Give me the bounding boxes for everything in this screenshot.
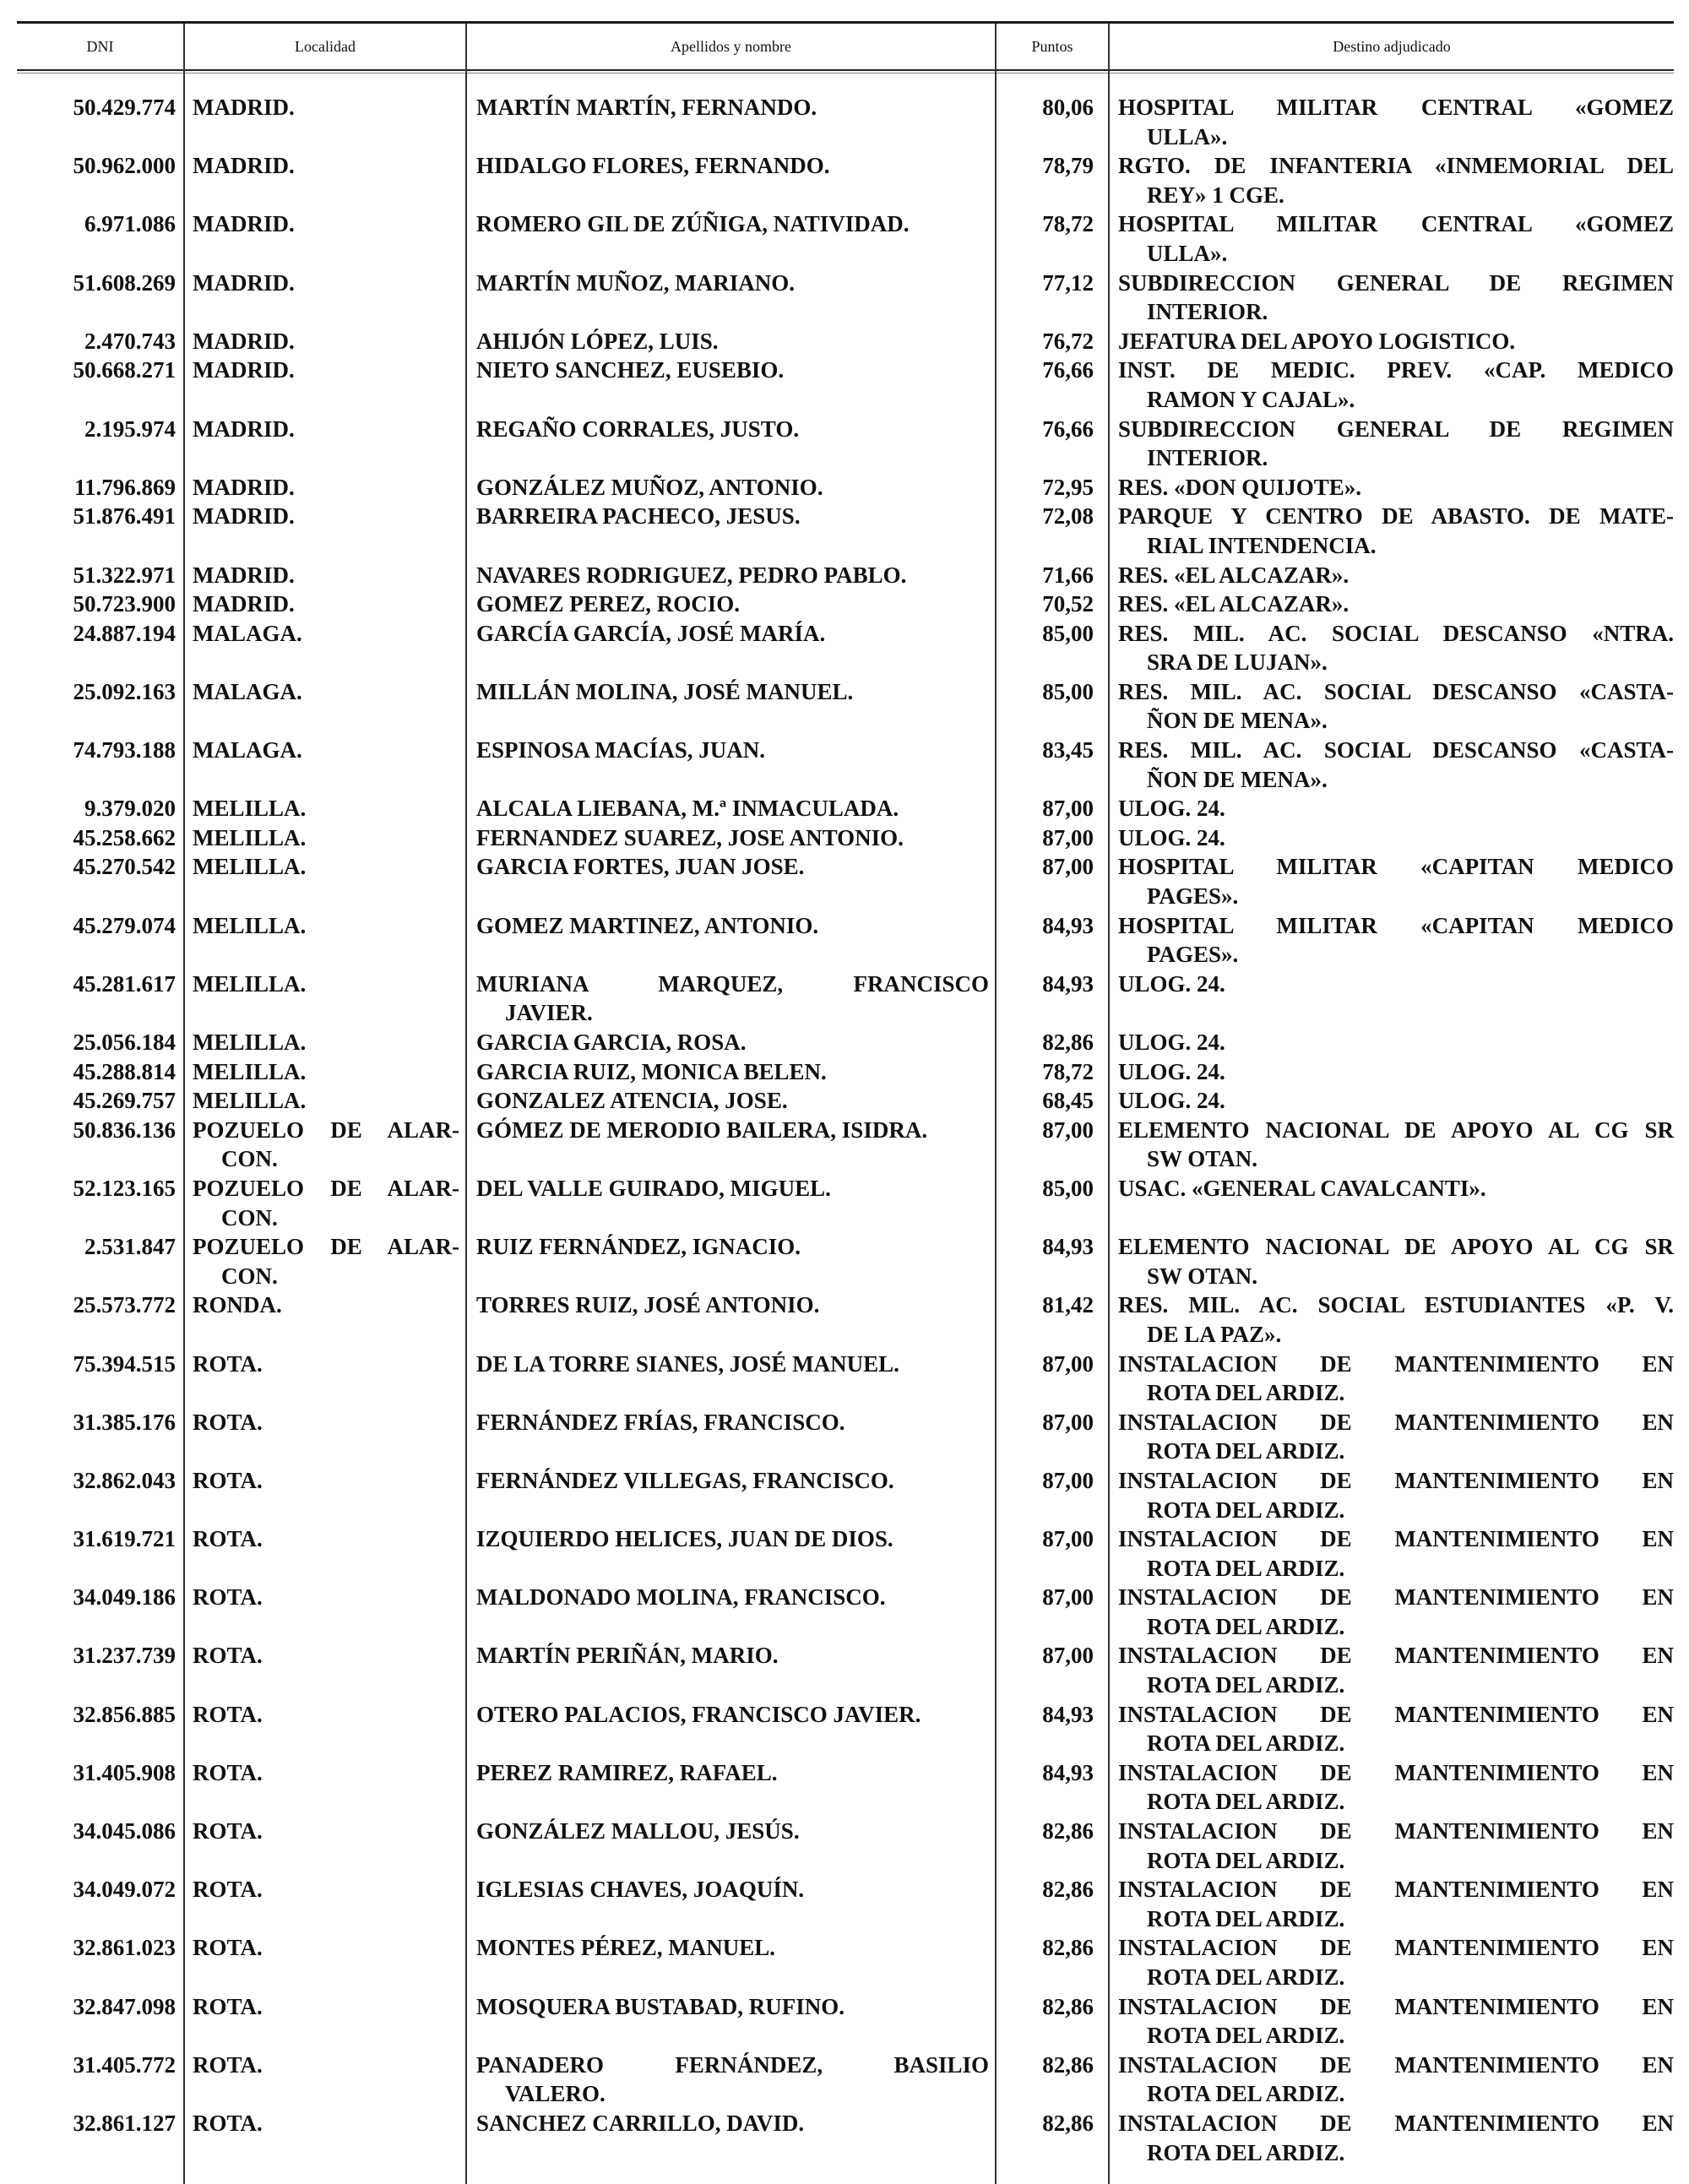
destino-cell: HOSPITAL MILITAR «CAPITAN MEDICO PAGES». xyxy=(1118,912,1674,968)
puntos-cell: 85,00 xyxy=(1042,1175,1094,1201)
localidad-cell: POZUELO DE ALAR- CON. xyxy=(193,1116,459,1172)
localidad-cell: ROTA. xyxy=(193,1409,263,1435)
destino-cell: INSTALACION DE MANTENIMIENTO EN ROTA DEL ARDIZ. xyxy=(1118,1350,1674,1406)
table-row xyxy=(0,1466,1689,1524)
puntos-cell: 87,00 xyxy=(1042,1584,1094,1611)
localidad-cell: ROTA. xyxy=(193,1935,263,1961)
localidad-cell: MELILLA. xyxy=(193,1030,307,1055)
destino-cell: INSTALACION DE MANTENIMIENTO EN ROTA DEL ARDIZ. xyxy=(1118,1818,1674,1873)
puntos-cell: 72,08 xyxy=(1042,503,1094,530)
destino-cell: ULOG. 24. xyxy=(1118,796,1225,822)
table-row xyxy=(0,589,1689,619)
localidad-cell: MADRID. xyxy=(193,269,295,296)
puntos-cell: 78,72 xyxy=(1042,211,1094,237)
localidad-cell: MELILLA. xyxy=(193,912,307,938)
nombre-cell: FERNÁNDEZ VILLEGAS, FRANCISCO. xyxy=(476,1467,894,1493)
nombre-cell: FERNANDEZ SUAREZ, JOSE ANTONIO. xyxy=(476,824,904,850)
table-row xyxy=(0,561,1689,590)
nombre-cell: SANCHEZ CARRILLO, DAVID. xyxy=(476,2110,805,2136)
nombre-cell: RUIZ FERNÁNDEZ, IGNACIO. xyxy=(476,1234,801,1260)
localidad-cell: MALAGA. xyxy=(193,737,302,763)
table-row xyxy=(0,269,1689,327)
dni-cell: 75.394.515 xyxy=(73,1350,176,1377)
nombre-cell: MURIANA MARQUEZ, FRANCISCO JAVIER. xyxy=(476,970,989,1026)
dni-cell: 50.429.774 xyxy=(73,95,176,120)
dni-cell: 32.847.098 xyxy=(73,1993,176,2019)
localidad-cell: MALAGA. xyxy=(193,678,302,704)
table-row xyxy=(0,1583,1689,1641)
puntos-cell: 82,86 xyxy=(1042,1877,1094,1903)
destino-cell: ULOG. 24. xyxy=(1118,1058,1225,1084)
table-row xyxy=(0,1116,1689,1174)
localidad-cell: MADRID. xyxy=(193,503,295,530)
destino-cell: RES. MIL. AC. SOCIAL ESTUDIANTES «P. V. DE LA PAZ». xyxy=(1118,1292,1674,1347)
localidad-cell: MELILLA. xyxy=(193,1058,307,1084)
nombre-cell: MONTES PÉREZ, MANUEL. xyxy=(476,1935,776,1961)
localidad-cell: ROTA. xyxy=(193,1701,263,1727)
puntos-cell: 84,93 xyxy=(1042,1759,1094,1785)
puntos-cell: 82,86 xyxy=(1042,1030,1094,1055)
localidad-cell: RONDA. xyxy=(193,1292,282,1318)
puntos-cell: 70,52 xyxy=(1042,591,1094,617)
dni-cell: 50.836.136 xyxy=(73,1116,176,1143)
header-dni: DNI xyxy=(86,38,114,55)
dni-cell: 50.723.900 xyxy=(73,591,176,617)
localidad-cell: MADRID. xyxy=(193,591,295,617)
nombre-cell: IZQUIERDO HELICES, JUAN DE DIOS. xyxy=(476,1526,893,1552)
dni-cell: 32.862.043 xyxy=(73,1467,176,1493)
table-row xyxy=(0,619,1689,677)
localidad-cell: MADRID. xyxy=(193,357,295,383)
puntos-cell: 82,86 xyxy=(1042,2110,1094,2136)
destino-cell: JEFATURA DEL APOYO LOGISTICO. xyxy=(1118,328,1516,354)
dni-cell: 31.405.772 xyxy=(73,2051,176,2078)
table-row xyxy=(0,1057,1689,1087)
localidad-cell: ROTA. xyxy=(193,1643,263,1669)
nombre-cell: DEL VALLE GUIRADO, MIGUEL. xyxy=(476,1175,831,1201)
table-row xyxy=(0,356,1689,414)
puntos-cell: 87,00 xyxy=(1042,824,1094,850)
localidad-cell: ROTA. xyxy=(193,1818,263,1844)
nombre-cell: TORRES RUIZ, JOSÉ ANTONIO. xyxy=(476,1292,820,1318)
nombre-cell: ESPINOSA MACÍAS, JUAN. xyxy=(476,737,766,763)
table-row xyxy=(0,415,1689,473)
table-row xyxy=(0,1817,1689,1875)
table-row xyxy=(0,1232,1689,1290)
destino-cell: ULOG. 24. xyxy=(1118,1088,1225,1114)
destino-cell: INSTALACION DE MANTENIMIENTO EN ROTA DEL ARDIZ. xyxy=(1118,1877,1674,1931)
dni-cell: 25.573.772 xyxy=(73,1292,176,1318)
puntos-cell: 68,45 xyxy=(1042,1088,1094,1114)
puntos-cell: 80,06 xyxy=(1042,95,1094,120)
dni-cell: 34.045.086 xyxy=(73,1818,176,1844)
table-row xyxy=(0,794,1689,823)
destino-cell: INSTALACION DE MANTENIMIENTO EN ROTA DEL ARDIZ. xyxy=(1118,1759,1674,1815)
localidad-cell: MADRID. xyxy=(193,211,295,237)
dni-cell: 2.195.974 xyxy=(84,416,176,442)
destino-cell: INSTALACION DE MANTENIMIENTO EN ROTA DEL ARDIZ. xyxy=(1118,1935,1674,1990)
table-row xyxy=(0,1174,1689,1232)
dni-cell: 2.470.743 xyxy=(84,328,176,354)
table-row xyxy=(0,151,1689,209)
puntos-cell: 82,86 xyxy=(1042,1935,1094,1961)
nombre-cell: NIETO SANCHEZ, EUSEBIO. xyxy=(476,357,785,383)
dni-cell: 45.258.662 xyxy=(73,824,176,850)
table-row xyxy=(0,1028,1689,1057)
table-row xyxy=(0,1933,1689,1991)
destino-cell: RGTO. DE INFANTERIA «INMEMORIAL DEL REY» 1 CGE. xyxy=(1118,153,1674,208)
nombre-cell: OTERO PALACIOS, FRANCISCO JAVIER. xyxy=(476,1701,921,1727)
dni-cell: 25.092.163 xyxy=(73,678,176,704)
dni-cell: 31.237.739 xyxy=(73,1643,176,1669)
localidad-cell: MADRID. xyxy=(193,562,295,588)
nombre-cell: ROMERO GIL DE ZÚÑIGA, NATIVIDAD. xyxy=(476,211,910,237)
table-row xyxy=(0,93,1689,151)
puntos-cell: 82,86 xyxy=(1042,1818,1094,1844)
dni-cell: 34.049.186 xyxy=(73,1584,176,1611)
destino-cell: INSTALACION DE MANTENIMIENTO EN ROTA DEL ARDIZ. xyxy=(1118,2110,1674,2165)
header-destino: Destino adjudicado xyxy=(1333,38,1451,55)
nombre-cell: PANADERO FERNÁNDEZ, BASILIO VALERO. xyxy=(476,2051,989,2107)
destino-cell: RES. MIL. AC. SOCIAL DESCANSO «CASTA- ÑON DE MENA». xyxy=(1118,678,1674,734)
localidad-cell: MELILLA. xyxy=(193,854,307,880)
localidad-cell: ROTA. xyxy=(193,1584,263,1611)
localidad-cell: ROTA. xyxy=(193,1350,263,1377)
dni-cell: 32.861.023 xyxy=(73,1935,176,1961)
dni-cell: 74.793.188 xyxy=(73,737,176,763)
table-row xyxy=(0,1700,1689,1758)
destino-cell: ULOG. 24. xyxy=(1118,824,1225,850)
destino-cell: INSTALACION DE MANTENIMIENTO EN ROTA DEL ARDIZ. xyxy=(1118,1993,1674,2049)
localidad-cell: MELILLA. xyxy=(193,796,307,822)
puntos-cell: 78,79 xyxy=(1042,153,1094,179)
localidad-cell: ROTA. xyxy=(193,1877,263,1903)
dni-cell: 31.405.908 xyxy=(73,1759,176,1785)
dni-cell: 45.269.757 xyxy=(73,1088,176,1114)
localidad-cell: ROTA. xyxy=(193,1467,263,1493)
destino-cell: SUBDIRECCION GENERAL DE REGIMEN INTERIOR. xyxy=(1118,416,1674,471)
table-row xyxy=(0,736,1689,794)
destino-cell: SUBDIRECCION GENERAL DE REGIMEN INTERIOR. xyxy=(1118,269,1674,325)
table-row xyxy=(0,2109,1689,2167)
destino-cell: INST. DE MEDIC. PREV. «CAP. MEDICO RAMON Y CAJAL». xyxy=(1118,357,1674,412)
puntos-cell: 87,00 xyxy=(1042,796,1094,822)
localidad-cell: MALAGA. xyxy=(193,620,302,646)
puntos-cell: 87,00 xyxy=(1042,1409,1094,1435)
localidad-cell: MADRID. xyxy=(193,153,295,179)
puntos-cell: 78,72 xyxy=(1042,1058,1094,1084)
destino-cell: INSTALACION DE MANTENIMIENTO EN ROTA DEL ARDIZ. xyxy=(1118,1409,1674,1464)
table-row xyxy=(0,677,1689,736)
table-row xyxy=(0,823,1689,853)
destino-cell: RES. «EL ALCAZAR». xyxy=(1118,562,1350,588)
destino-cell: RES. «DON QUIJOTE». xyxy=(1118,474,1362,500)
puntos-cell: 81,42 xyxy=(1042,1292,1094,1318)
destino-cell: PARQUE Y CENTRO DE ABASTO. DE MATE- RIAL INTENDENCIA. xyxy=(1118,503,1674,558)
dni-cell: 50.668.271 xyxy=(73,357,176,383)
dni-cell: 45.288.814 xyxy=(73,1058,176,1084)
localidad-cell: MELILLA. xyxy=(193,970,307,997)
table-row xyxy=(0,970,1689,1028)
localidad-cell: MADRID. xyxy=(193,328,295,354)
dni-cell: 32.856.885 xyxy=(73,1701,176,1727)
dni-cell: 31.619.721 xyxy=(73,1526,176,1552)
localidad-cell: ROTA. xyxy=(193,2110,263,2136)
dni-cell: 32.861.127 xyxy=(73,2110,176,2136)
localidad-cell: MADRID. xyxy=(193,95,295,120)
nombre-cell: GOMEZ PEREZ, ROCIO. xyxy=(476,591,741,617)
localidad-cell: ROTA. xyxy=(193,1759,263,1785)
dni-cell: 45.279.074 xyxy=(73,912,176,938)
dni-cell: 2.531.847 xyxy=(84,1234,176,1260)
table-row xyxy=(0,1086,1689,1116)
puntos-cell: 87,00 xyxy=(1042,1643,1094,1669)
destino-cell: RES. «EL ALCAZAR». xyxy=(1118,591,1350,617)
localidad-cell: POZUELO DE ALAR- CON. xyxy=(193,1234,459,1289)
nombre-cell: GÓMEZ DE MERODIO BAILERA, ISIDRA. xyxy=(476,1116,928,1143)
destino-cell: ELEMENTO NACIONAL DE APOYO AL CG SR SW OTAN. xyxy=(1118,1116,1674,1172)
nombre-cell: NAVARES RODRIGUEZ, PEDRO PABLO. xyxy=(476,562,907,588)
nombre-cell: BARREIRA PACHECO, JESUS. xyxy=(476,503,801,530)
localidad-cell: MADRID. xyxy=(193,416,295,442)
puntos-cell: 87,00 xyxy=(1042,1467,1094,1493)
table-row xyxy=(0,209,1689,268)
destino-cell: HOSPITAL MILITAR «CAPITAN MEDICO PAGES». xyxy=(1118,854,1674,910)
table-row xyxy=(0,1992,1689,2051)
nombre-cell: MARTÍN PERIÑÁN, MARIO. xyxy=(476,1643,779,1669)
puntos-cell: 77,12 xyxy=(1042,269,1094,296)
localidad-cell: MELILLA. xyxy=(193,824,307,850)
nombre-cell: GARCIA FORTES, JUAN JOSE. xyxy=(476,854,805,880)
destino-cell: ULOG. 24. xyxy=(1118,970,1225,997)
table-row xyxy=(0,2051,1689,2109)
dni-cell: 31.385.176 xyxy=(73,1409,176,1435)
nombre-cell: MARTÍN MARTÍN, FERNANDO. xyxy=(476,95,817,120)
nombre-cell: MALDONADO MOLINA, FRANCISCO. xyxy=(476,1584,886,1611)
destino-cell: INSTALACION DE MANTENIMIENTO EN ROTA DEL ARDIZ. xyxy=(1118,1467,1674,1523)
nombre-cell: PEREZ RAMIREZ, RAFAEL. xyxy=(476,1759,778,1785)
localidad-cell: ROTA. xyxy=(193,2051,263,2078)
nombre-cell: ALCALA LIEBANA, M.ª INMACULADA. xyxy=(476,796,899,822)
destino-cell: RES. MIL. AC. SOCIAL DESCANSO «CASTA- ÑON DE MENA». xyxy=(1118,737,1674,792)
dni-cell: 51.322.971 xyxy=(73,562,176,588)
table-row xyxy=(0,1408,1689,1466)
header-bottom-rule xyxy=(17,69,1674,71)
dni-cell: 45.270.542 xyxy=(73,854,176,880)
dni-cell: 9.379.020 xyxy=(84,796,176,822)
destino-cell: INSTALACION DE MANTENIMIENTO EN ROTA DEL ARDIZ. xyxy=(1118,1526,1674,1581)
destino-cell: HOSPITAL MILITAR CENTRAL «GOMEZ ULLA». xyxy=(1118,211,1674,266)
puntos-cell: 87,00 xyxy=(1042,1350,1094,1377)
nombre-cell: GOMEZ MARTINEZ, ANTONIO. xyxy=(476,912,819,938)
dni-cell: 45.281.617 xyxy=(73,970,176,997)
puntos-cell: 87,00 xyxy=(1042,1116,1094,1143)
destino-cell: USAC. «GENERAL CAVALCANTI». xyxy=(1118,1175,1486,1201)
nombre-cell: GONZÁLEZ MUÑOZ, ANTONIO. xyxy=(476,474,823,500)
dni-cell: 25.056.184 xyxy=(73,1030,176,1055)
nombre-cell: MOSQUERA BUSTABAD, RUFINO. xyxy=(476,1993,845,2019)
dni-cell: 52.123.165 xyxy=(73,1175,176,1201)
dni-cell: 51.876.491 xyxy=(73,503,176,530)
puntos-cell: 83,45 xyxy=(1042,737,1094,763)
table-row xyxy=(0,502,1689,560)
puntos-cell: 84,93 xyxy=(1042,1701,1094,1727)
destino-cell: INSTALACION DE MANTENIMIENTO EN ROTA DEL ARDIZ. xyxy=(1118,1643,1674,1698)
nombre-cell: GARCÍA GARCÍA, JOSÉ MARÍA. xyxy=(476,620,826,646)
dni-cell: 34.049.072 xyxy=(73,1877,176,1903)
table-row xyxy=(0,1350,1689,1408)
table-row xyxy=(0,1524,1689,1583)
nombre-cell: IGLESIAS CHAVES, JOAQUÍN. xyxy=(476,1877,805,1903)
header-nombre: Apellidos y nombre xyxy=(671,38,791,55)
destino-cell: INSTALACION DE MANTENIMIENTO EN ROTA DEL ARDIZ. xyxy=(1118,1584,1674,1639)
puntos-cell: 76,66 xyxy=(1042,357,1094,383)
table-row xyxy=(0,1758,1689,1817)
destino-cell: ELEMENTO NACIONAL DE APOYO AL CG SR SW OTAN. xyxy=(1118,1234,1674,1289)
nombre-cell: GARCIA RUIZ, MONICA BELEN. xyxy=(476,1058,827,1084)
table-row xyxy=(0,1290,1689,1349)
dni-cell: 24.887.194 xyxy=(73,620,176,646)
table-row xyxy=(0,1875,1689,1933)
destino-cell: INSTALACION DE MANTENIMIENTO EN ROTA DEL ARDIZ. xyxy=(1118,1701,1674,1757)
nombre-cell: GARCIA GARCIA, ROSA. xyxy=(476,1030,747,1055)
destino-cell: RES. MIL. AC. SOCIAL DESCANSO «NTRA. SRA DE LUJAN». xyxy=(1118,620,1674,676)
puntos-cell: 87,00 xyxy=(1042,854,1094,880)
localidad-cell: ROTA. xyxy=(193,1993,263,2019)
localidad-cell: POZUELO DE ALAR- CON. xyxy=(193,1175,459,1231)
nombre-cell: FERNÁNDEZ FRÍAS, FRANCISCO. xyxy=(476,1409,845,1435)
puntos-cell: 82,86 xyxy=(1042,2051,1094,2078)
destino-cell: ULOG. 24. xyxy=(1118,1030,1225,1055)
puntos-cell: 84,93 xyxy=(1042,912,1094,938)
puntos-cell: 76,66 xyxy=(1042,416,1094,442)
nombre-cell: DE LA TORRE SIANES, JOSÉ MANUEL. xyxy=(476,1350,899,1377)
table-row xyxy=(0,327,1689,356)
nombre-cell: GONZÁLEZ MALLOU, JESÚS. xyxy=(476,1818,800,1844)
localidad-cell: MELILLA. xyxy=(193,1088,307,1114)
table-body xyxy=(0,93,1689,2167)
puntos-cell: 72,95 xyxy=(1042,474,1094,500)
puntos-cell: 84,93 xyxy=(1042,1234,1094,1260)
header-puntos: Puntos xyxy=(1031,38,1073,55)
table-row xyxy=(0,911,1689,970)
destino-cell: INSTALACION DE MANTENIMIENTO EN ROTA DEL ARDIZ. xyxy=(1118,2051,1674,2107)
destino-cell: HOSPITAL MILITAR CENTRAL «GOMEZ ULLA». xyxy=(1118,95,1674,149)
puntos-cell: 85,00 xyxy=(1042,678,1094,704)
puntos-cell: 71,66 xyxy=(1042,562,1094,588)
nombre-cell: REGAÑO CORRALES, JUSTO. xyxy=(476,416,800,442)
nombre-cell: GONZALEZ ATENCIA, JOSE. xyxy=(476,1088,788,1114)
nombre-cell: MARTÍN MUÑOZ, MARIANO. xyxy=(476,269,796,296)
puntos-cell: 82,86 xyxy=(1042,1993,1094,2019)
localidad-cell: ROTA. xyxy=(193,1526,263,1552)
table-row xyxy=(0,852,1689,910)
table-row xyxy=(0,473,1689,503)
puntos-cell: 76,72 xyxy=(1042,328,1094,354)
dni-cell: 51.608.269 xyxy=(73,269,176,296)
puntos-cell: 85,00 xyxy=(1042,620,1094,646)
header-localidad: Localidad xyxy=(295,38,356,55)
nombre-cell: AHIJÓN LÓPEZ, LUIS. xyxy=(476,328,719,354)
nombre-cell: MILLÁN MOLINA, JOSÉ MANUEL. xyxy=(476,678,854,704)
dni-cell: 11.796.869 xyxy=(73,474,176,500)
puntos-cell: 87,00 xyxy=(1042,1526,1094,1552)
nombre-cell: HIDALGO FLORES, FERNANDO. xyxy=(476,153,830,179)
dni-cell: 50.962.000 xyxy=(73,153,176,179)
localidad-cell: MADRID. xyxy=(193,474,295,500)
puntos-cell: 84,93 xyxy=(1042,970,1094,997)
table-row xyxy=(0,1641,1689,1699)
dni-cell: 6.971.086 xyxy=(84,211,176,237)
